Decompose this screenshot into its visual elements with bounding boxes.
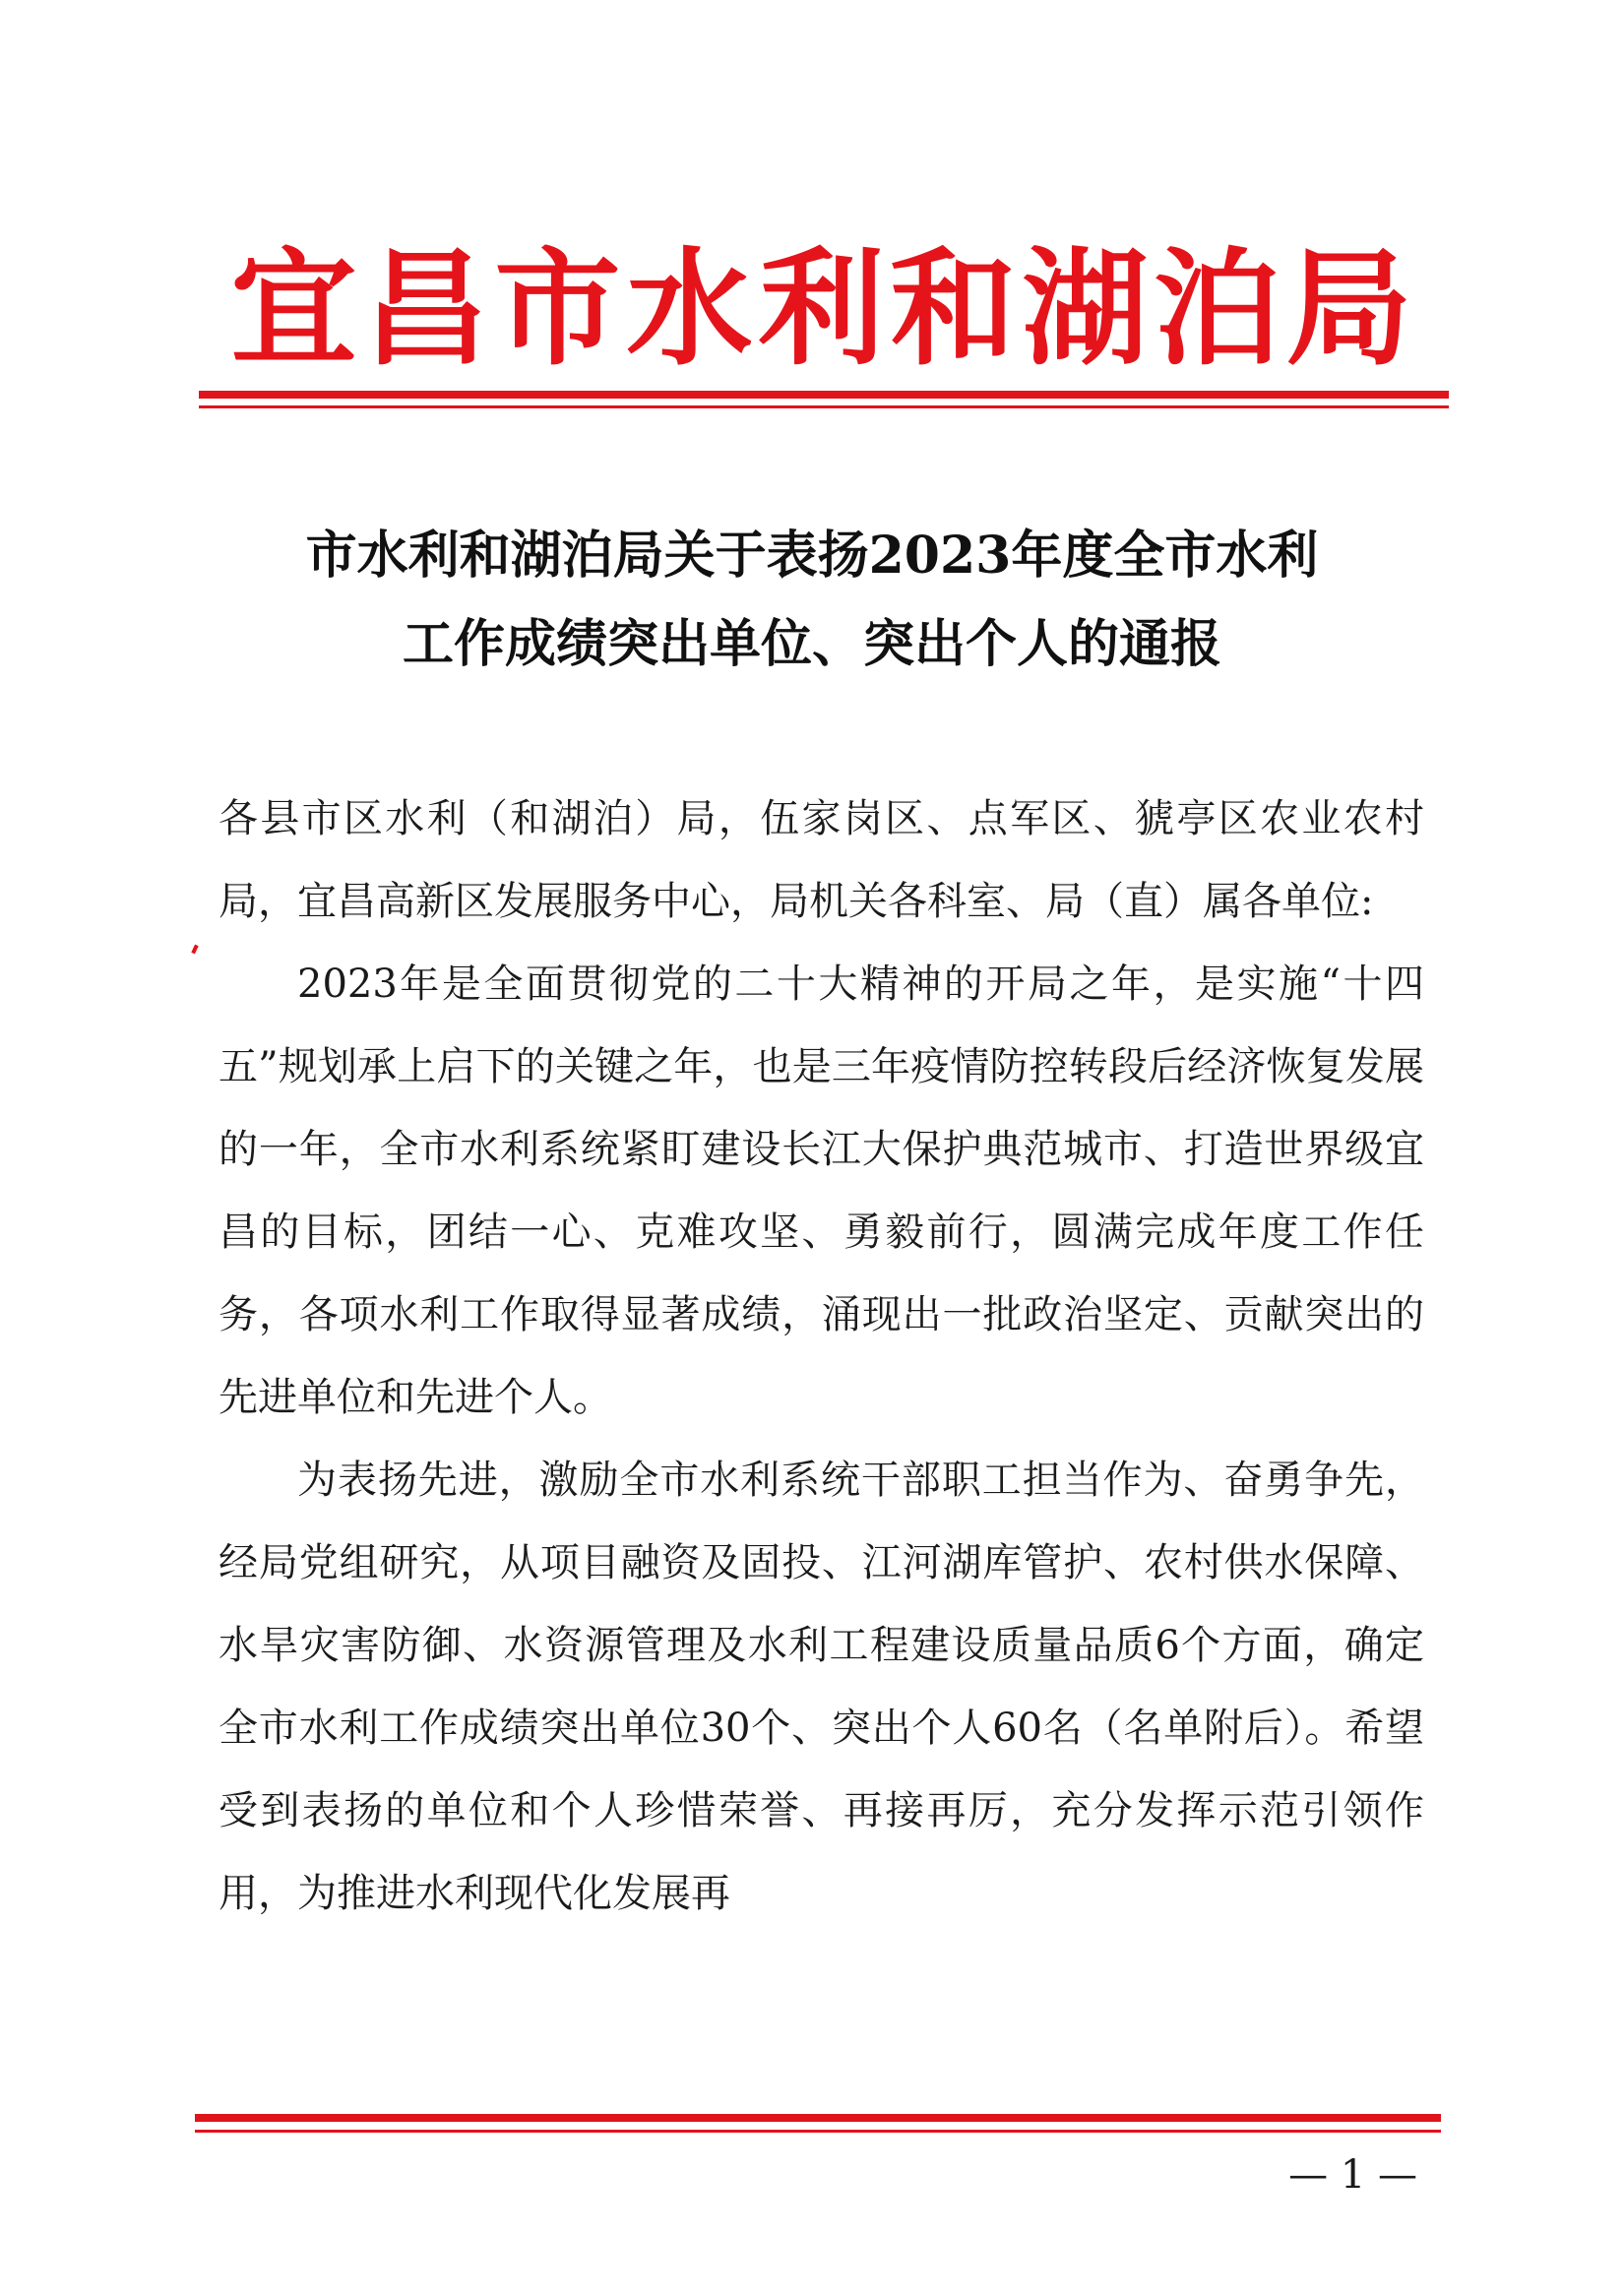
addressee-paragraph: 各县市区水利（和湖泊）局，伍家岗区、点军区、猇亭区农业农村局，宜昌高新区发展服务中心，局机关各科室、局（直）属各单位:: [219, 796, 1424, 924]
margin-red-mark: [191, 945, 198, 955]
masthead-rule-thin: [199, 405, 1449, 408]
footer-rule-thick: [195, 2114, 1441, 2122]
page-number: — 1 —: [1288, 2152, 1417, 2198]
body-paragraph-2: 为表扬先进，激励全市水利系统干部职工担当作为、奋勇争先，经局党组研究，从项目融资及固投、江河湖库管护、农村供水保障、水旱灾害防御、水资源管理及水利工程建设质量品质6个方面，确定全市水利工作成绩突出单位30个、突出个人60名（名单附后）。希望受到表扬的单位和个人珍惜荣誉、再接再厉，充分发挥示范引领作用，为推进水利现代化发展再: [219, 1458, 1424, 1916]
document-title-line-2: 工作成绩突出单位、突出个人的通报: [402, 614, 1221, 674]
document-title-line-1: 市水利和湖泊局关于表扬2023年度全市水利: [305, 526, 1319, 586]
document-title: [177, 512, 1447, 689]
masthead-rule-thick: [199, 391, 1449, 399]
masthead-org-name: 宜昌市水利和湖泊局: [230, 236, 1418, 383]
footer-rule-thin: [195, 2130, 1441, 2133]
body-paragraph-1: 2023年是全面贯彻党的二十大精神的开局之年，是实施“十四五”规划承上启下的关键之年，也是三年疫情防控转段后经济恢复发展的一年，全市水利系统紧盯建设长江大保护典范城市、打造世界级宜昌的目标，团结一心、克难攻坚、勇毅前行，圆满完成年度工作任务，各项水利工作取得显著成绩，涌现出一批政治坚定、贡献突出的先进单位和先进个人。: [219, 962, 1424, 1420]
document-body: [219, 777, 1424, 1935]
